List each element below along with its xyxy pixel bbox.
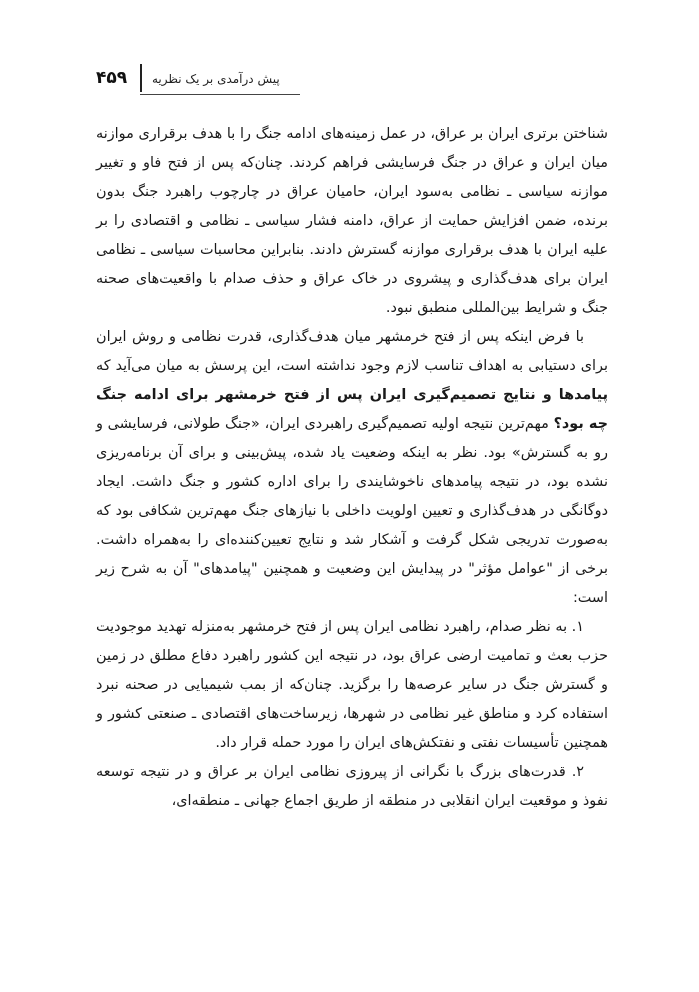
paragraph-2-part-2: مهم‌ترین نتیجه اولیه تصمیم‌گیری راهبردی ایران، «جنگ طولانی، فرسایشی و رو به گسترش» بود. نظر به اینکه وضعیت یاد شده، پیش‌بینی و برای آن برنامه‌ریزی نشده بود، در نتیجه پیامدهای ناخوشایندی را برای اداره کشور و جنگ داشت. ایجاد دوگانگی در هدف‌گذاری و تعیین اولویت داخلی با نیازهای جنگ مهم‌ترین شکافی بود که به‌صورت تدریجی شکل گرفت و آشکار شد و نتایج تعیین‌کننده‌ای را به‌همراه داشت. برخی از "عوامل مؤثر" در پیدایش این وضعیت و همچنین "پیامدهای" آن به شرح زیر است: xyxy=(96,416,608,606)
key-question: پیامدها و نتایج تصمیم‌گیری ایران پس از فتح خرمشهر برای ادامه جنگ چه بود؟ xyxy=(96,387,608,432)
paragraph-2-part-1: با فرض اینکه پس از فتح خرمشهر میان هدف‌گذاری، قدرت نظامی و روش ایران برای دستیابی به اهداف تناسب لازم وجود نداشته است، این پرسش به میان می‌آید که xyxy=(96,329,608,374)
list-item-2: ۲. قدرت‌های بزرگ با نگرانی از پیروزی نظامی ایران بر عراق و در نتیجه توسعه نفوذ و موقعیت ایران انقلابی در منطقه از طریق اجماع جهانی ـ منطقه‌ای، xyxy=(96,764,608,809)
running-header xyxy=(96,64,603,104)
paragraph-1: شناختن برتری ایران بر عراق، در عمل زمینه‌های ادامه جنگ را با هدف برقراری موازنه میان ایران و عراق در جنگ فرسایشی فراهم کردند. چنان‌که پس از فتح فاو و تغییر موازنه سیاسی ـ نظامی به‌سود ایران، حامیان عراق در چارچوب راهبرد جنگ بدون برنده، ضمن افزایش حمایت از عراق، دامنه فشار سیاسی ـ نظامی و اقتصادی را بر علیه ایران با هدف برقراری موازنه گسترش دادند. بنابراین محاسبات سیاسی ـ نظامی ایران برای هدف‌گذاری و پیشروی در خاک عراق و حذف صدام با واقعیت‌های صحنه جنگ و شرایط بین‌المللی منطبق نبود. xyxy=(96,126,608,316)
list-item-1: ۱. به نظر صدام، راهبرد نظامی ایران پس از فتح خرمشهر به‌منزله تهدید موجودیت حزب بعث و تمامیت ارضی عراق بود، در نتیجه این کشور راهبرد دفاع مطلق در زمین و گسترش جنگ در سایر عرصه‌ها را برگزید. چنان‌که از بمب شیمیایی در صحنه نبرد استفاده کرد و مناطق غیر نظامی در شهرها، زیرساخت‌های اقتصادی ـ صنعتی کشور و همچنین تأسیسات نفتی و نفتکش‌های ایران را مورد حمله قرار داد. xyxy=(96,619,608,751)
header-underline xyxy=(140,94,300,95)
running-title: پیش درآمدی بر یک نظریه xyxy=(152,72,280,86)
page-number: ۴۵۹ xyxy=(96,68,128,88)
body-text xyxy=(96,120,608,816)
header-separator xyxy=(140,64,142,92)
paragraph-2 xyxy=(96,323,608,613)
